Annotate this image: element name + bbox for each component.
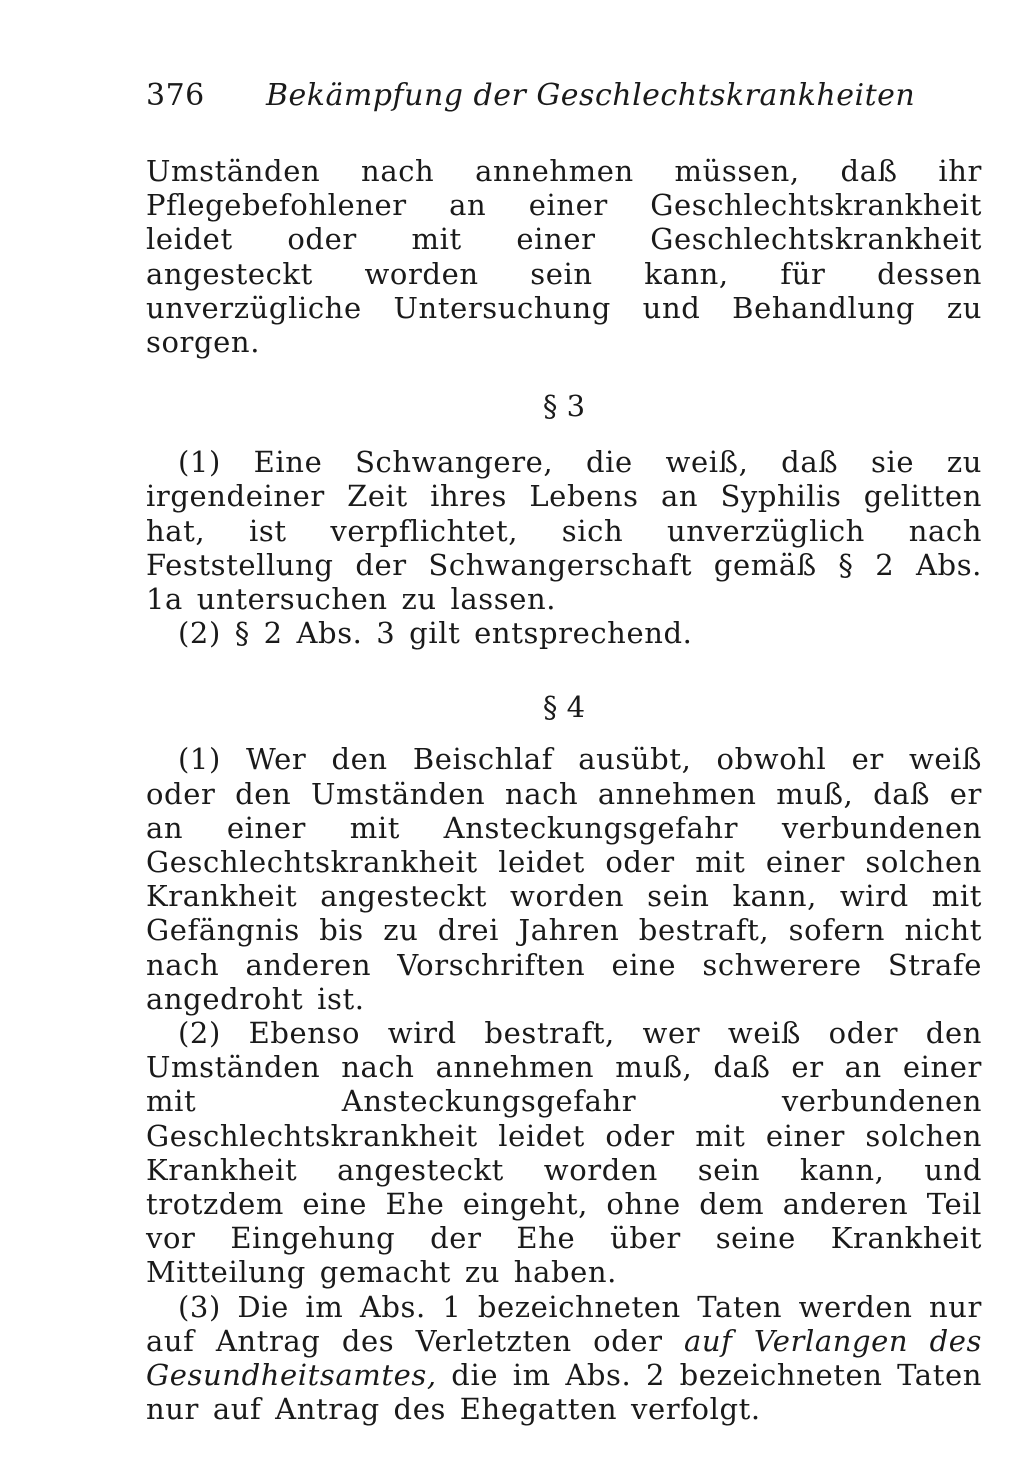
section4-paragraph-3-end: die im Abs. 2 bezeichneten Taten nur auf Antrag des Ehegatten verfolgt.: [146, 1358, 982, 1427]
section4-paragraph-2: (2) Ebenso wird bestraft, wer weiß oder den Umständen nach annehmen muß, daß er an einer mit Ansteckungsgefahr verbundenen Geschlechtskrankheit leidet oder mit einer solchen Krankheit angesteckt worden sein kann, und trotzdem eine Ehe eingeht, ohne dem anderen Teil vor Eingehung der Ehe über seine Krankheit Mitteilung gemacht zu haben.: [146, 1016, 982, 1290]
section-heading-4: § 4: [542, 690, 586, 725]
page-number: 376: [146, 78, 205, 113]
section4-paragraph-1: (1) Wer den Beischlaf ausübt, obwohl er weiß oder den Umständen nach annehmen muß, daß er an einer mit Ansteckungsgefahr verbundenen Geschlechtskrankheit leidet oder mit einer solchen Krankheit angesteckt worden sein kann, wird mit Gefängnis bis zu drei Jahren bestraft, sofern nicht nach anderen Vorschriften eine schwerere Strafe angedroht ist.: [146, 742, 982, 1016]
page-header: [146, 78, 982, 122]
continuation-paragraph: Umständen nach annehmen müssen, daß ihr Pflegebefohlener an einer Geschlechtskrankheit leidet oder mit einer Geschlechtskrankheit angesteckt worden sein kann, für dessen unverzügliche Untersuchung und Behandlung zu sorgen.: [146, 154, 982, 360]
section-heading-3: § 3: [542, 389, 586, 424]
section3-paragraph-2: (2) § 2 Abs. 3 gilt entsprechend.: [178, 616, 693, 651]
section3-paragraph-1: (1) Eine Schwangere, die weiß, daß sie zu irgendeiner Zeit ihres Lebens an Syphilis gelitten hat, ist verpflichtet, sich unverzüglich nach Feststellung der Schwangerschaft gemäß § 2 Abs. 1a untersuchen zu lassen.: [146, 445, 982, 617]
document-page: [146, 78, 982, 1427]
section4-paragraph-3: [146, 1290, 982, 1427]
running-title: Bekämpfung der Geschlechtskrankheiten: [266, 78, 916, 113]
section4-paragraph-3-emphasis: auf Verlangen des Gesundheitsamtes,: [146, 1323, 982, 1393]
section4-paragraph-3-start: (3) Die im Abs. 1 bezeichneten Taten werden nur auf Antrag des Verletzten oder: [146, 1289, 982, 1358]
